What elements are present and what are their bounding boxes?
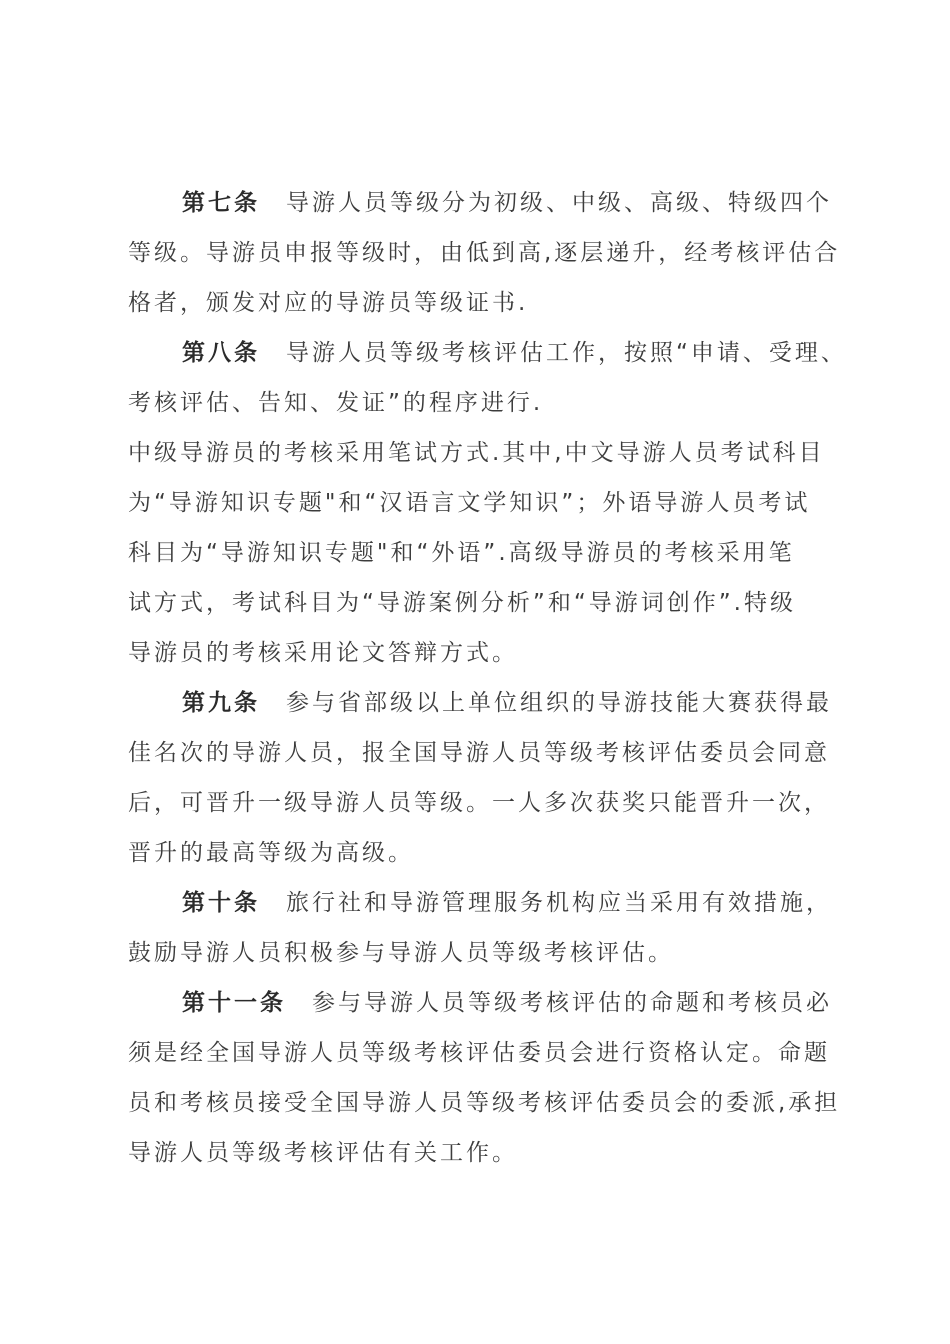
article-7-line-1 bbox=[182, 188, 902, 218]
paragraph-line-5: 导游员的考核采用论文答辩方式。 bbox=[128, 640, 518, 666]
article-11-line-1 bbox=[182, 988, 902, 1018]
article-11-line-2: 须是经全国导游人员等级考核评估委员会进行资格认定。命题 bbox=[128, 1040, 830, 1066]
article-9-line-1 bbox=[182, 688, 902, 718]
article-9-line-2: 佳名次的导游人员，报全国导游人员等级考核评估委员会同意 bbox=[128, 740, 830, 766]
article-11-number: 第十一条 bbox=[182, 990, 286, 1016]
article-7-text-1: 导游人员等级分为初级、中级、高级、特级四个 bbox=[286, 190, 832, 216]
article-10-number: 第十条 bbox=[182, 890, 260, 916]
article-8-text-1: 导游人员等级考核评估工作，按照“申请、受理、 bbox=[286, 340, 847, 366]
article-10-text-1: 旅行社和导游管理服务机构应当采用有效措施， bbox=[286, 890, 832, 916]
article-11-line-4: 导游人员等级考核评估有关工作。 bbox=[128, 1140, 518, 1166]
article-7-line-2: 等级。导游员申报等级时，由低到高,逐层递升，经考核评估合 bbox=[128, 240, 841, 266]
paragraph-line-3: 科目为“导游知识专题"和“外语”.高级导游员的考核采用笔 bbox=[128, 540, 795, 566]
article-8-line-2: 考核评估、告知、发证”的程序进行. bbox=[128, 390, 544, 416]
article-10-line-1 bbox=[182, 888, 902, 918]
article-11-text-1: 参与导游人员等级考核评估的命题和考核员必 bbox=[312, 990, 832, 1016]
paragraph-line-2: 为“导游知识专题"和“汉语言文学知识”；外语导游人员考试 bbox=[128, 490, 811, 516]
article-10-line-2: 鼓励导游人员积极参与导游人员等级考核评估。 bbox=[128, 940, 674, 966]
article-7-line-3: 格者，颁发对应的导游员等级证书. bbox=[128, 290, 529, 316]
article-9-line-4: 晋升的最高等级为高级。 bbox=[128, 840, 414, 866]
article-8-line-1 bbox=[182, 338, 902, 368]
article-9-line-3: 后，可晋升一级导游人员等级。一人多次获奖只能晋升一次， bbox=[128, 790, 830, 816]
paragraph-line-1: 中级导游员的考核采用笔试方式.其中,中文导游人员考试科目 bbox=[128, 440, 825, 466]
article-11-line-3: 员和考核员接受全国导游人员等级考核评估委员会的委派,承担 bbox=[128, 1090, 841, 1116]
paragraph-line-4: 试方式，考试科目为“导游案例分析”和“导游词创作”.特级 bbox=[128, 590, 796, 616]
article-9-text-1: 参与省部级以上单位组织的导游技能大赛获得最 bbox=[286, 690, 832, 716]
article-7-number: 第七条 bbox=[182, 190, 260, 216]
article-9-number: 第九条 bbox=[182, 690, 260, 716]
article-8-number: 第八条 bbox=[182, 340, 260, 366]
